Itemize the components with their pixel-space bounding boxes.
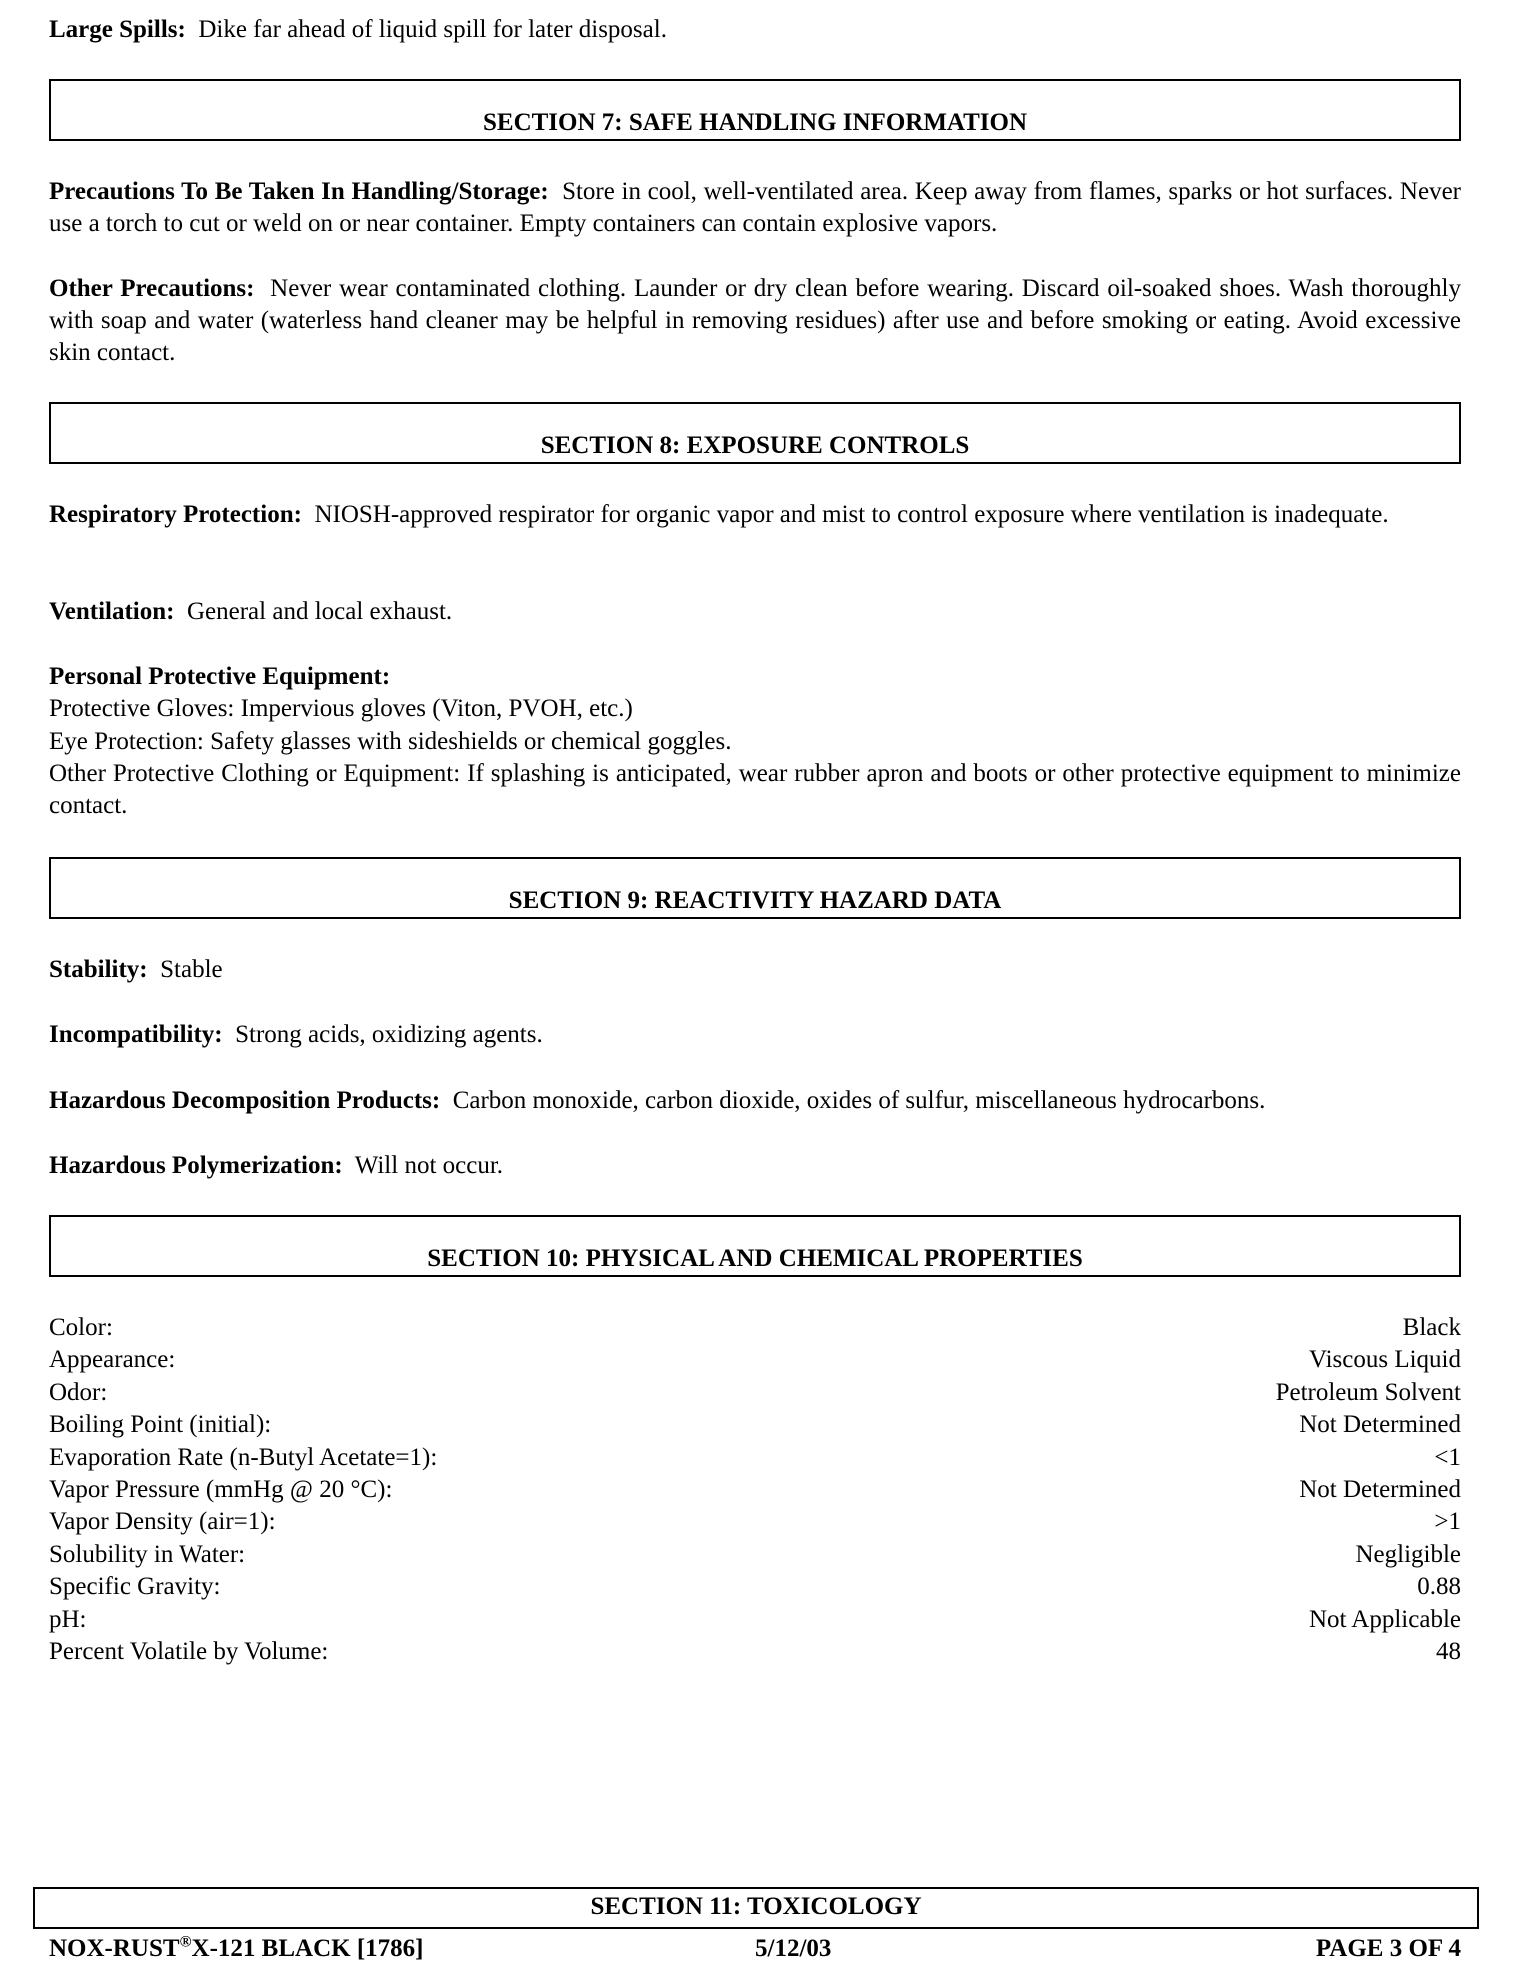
property-row xyxy=(49,1409,1461,1441)
precautions-label: Precautions To Be Taken In Handling/Storage: xyxy=(49,178,549,205)
ppe-heading xyxy=(49,661,1461,693)
property-value: Negligible xyxy=(1355,1541,1461,1568)
property-label: Specific Gravity: xyxy=(49,1573,221,1600)
property-value: Viscous Liquid xyxy=(1309,1346,1461,1373)
property-label: Percent Volatile by Volume: xyxy=(49,1638,329,1665)
property-row xyxy=(49,1377,1461,1409)
property-label: Color: xyxy=(49,1314,113,1341)
polymerization-line xyxy=(49,1150,1461,1182)
other-precautions-text: Never wear contaminated clothing. Launder or dry clean before wearing. Discard oil-soaked shoes. Wash thoroughly with soap and water (waterless hand cleaner may be helpful in removing residues) after use and before smoking or eating. Avoid excessive skin contact. xyxy=(49,275,1462,366)
stability-label: Stability: xyxy=(49,956,148,983)
property-row xyxy=(49,1474,1461,1506)
ventilation-line xyxy=(49,596,1461,628)
ppe-heading-label: Personal Protective Equipment: xyxy=(49,663,391,690)
section-9-header xyxy=(49,857,1461,919)
stability-line xyxy=(49,954,1461,986)
section-9-title: SECTION 9: REACTIVITY HAZARD DATA xyxy=(508,887,1002,914)
ppe-other-clothing: Other Protective Clothing or Equipment: If splashing is anticipated, wear rubber apron and boots or other protective equipment to minimize contact. xyxy=(49,760,1461,819)
property-row xyxy=(49,1571,1461,1603)
property-label: Solubility in Water: xyxy=(49,1541,246,1568)
ventilation-text: General and local exhaust. xyxy=(186,598,453,625)
section-10-header xyxy=(49,1215,1461,1277)
incompatibility-label: Incompatibility: xyxy=(49,1021,223,1048)
property-value: 0.88 xyxy=(1417,1573,1461,1600)
decomposition-text: Carbon monoxide, carbon dioxide, oxides of sulfur, miscellaneous hydrocarbons. xyxy=(452,1087,1266,1114)
property-label: Vapor Pressure (mmHg @ 20 °C): xyxy=(49,1476,393,1503)
stability-text: Stable xyxy=(160,956,223,983)
footer-page-number: PAGE 3 OF 4 xyxy=(1315,1935,1461,1962)
property-row xyxy=(49,1506,1461,1538)
decomposition-line xyxy=(49,1085,1461,1117)
property-value: <1 xyxy=(1434,1444,1461,1471)
polymerization-text: Will not occur. xyxy=(354,1152,504,1179)
property-value: Not Determined xyxy=(1299,1476,1461,1503)
property-row xyxy=(49,1442,1461,1474)
ppe-eye-protection: Eye Protection: Safety glasses with sideshields or chemical goggles. xyxy=(49,728,732,755)
precautions-text: Store in cool, well-ventilated area. Keep away from flames, sparks or hot surfaces. Never use a torch to cut or weld on or near container. Empty containers can contain explosive vapors. xyxy=(49,178,1461,237)
decomposition-label: Hazardous Decomposition Products: xyxy=(49,1087,441,1114)
ventilation-label: Ventilation: xyxy=(49,598,175,625)
property-row xyxy=(49,1344,1461,1376)
property-label: Evaporation Rate (n-Butyl Acetate=1): xyxy=(49,1444,438,1471)
property-value: Black xyxy=(1402,1314,1461,1341)
section-7-header xyxy=(49,79,1461,141)
property-row xyxy=(49,1636,1461,1668)
property-row xyxy=(49,1312,1461,1344)
incompatibility-line xyxy=(49,1019,1461,1051)
footer-date: 5/12/03 xyxy=(755,1935,832,1962)
footer-product xyxy=(49,1933,423,1965)
section-8-title: SECTION 8: EXPOSURE CONTROLS xyxy=(540,432,970,459)
precautions-paragraph xyxy=(49,176,1461,240)
property-value: Petroleum Solvent xyxy=(1275,1379,1461,1406)
respiratory-label: Respiratory Protection: xyxy=(49,501,302,528)
ppe-gloves: Protective Gloves: Impervious gloves (Viton, PVOH, etc.) xyxy=(49,695,633,722)
section-10-title: SECTION 10: PHYSICAL AND CHEMICAL PROPERTIES xyxy=(427,1245,1083,1272)
property-label: Appearance: xyxy=(49,1346,176,1373)
footer-product-suffix: X-121 BLACK [1786] xyxy=(191,1935,424,1962)
property-row xyxy=(49,1539,1461,1571)
property-row xyxy=(49,1604,1461,1636)
property-label: Vapor Density (air=1): xyxy=(49,1508,276,1535)
section-11-header xyxy=(33,1887,1479,1929)
section-8-header xyxy=(49,402,1461,464)
property-label: Odor: xyxy=(49,1379,108,1406)
property-label: pH: xyxy=(49,1606,87,1633)
respiratory-text: NIOSH-approved respirator for organic vapor and mist to control exposure where ventilation is inadequate. xyxy=(314,501,1389,528)
registered-mark: ® xyxy=(179,1933,192,1951)
large-spills-label: Large Spills: xyxy=(49,16,186,43)
property-value: Not Determined xyxy=(1299,1411,1461,1438)
property-value: Not Applicable xyxy=(1308,1606,1461,1633)
property-value: >1 xyxy=(1434,1508,1461,1535)
other-precautions-label: Other Precautions: xyxy=(49,275,255,302)
respiratory-paragraph xyxy=(49,499,1461,531)
section-7-title: SECTION 7: SAFE HANDLING INFORMATION xyxy=(482,109,1028,136)
section-11-title: SECTION 11: TOXICOLOGY xyxy=(590,1893,922,1920)
property-label: Boiling Point (initial): xyxy=(49,1411,272,1438)
large-spills-line xyxy=(49,14,1461,46)
incompatibility-text: Strong acids, oxidizing agents. xyxy=(235,1021,543,1048)
property-value: 48 xyxy=(1436,1638,1461,1665)
large-spills-text: Dike far ahead of liquid spill for later disposal. xyxy=(198,16,667,43)
other-precautions-paragraph xyxy=(49,273,1461,369)
polymerization-label: Hazardous Polymerization: xyxy=(49,1152,343,1179)
footer-product-prefix: NOX-RUST xyxy=(49,1935,180,1962)
